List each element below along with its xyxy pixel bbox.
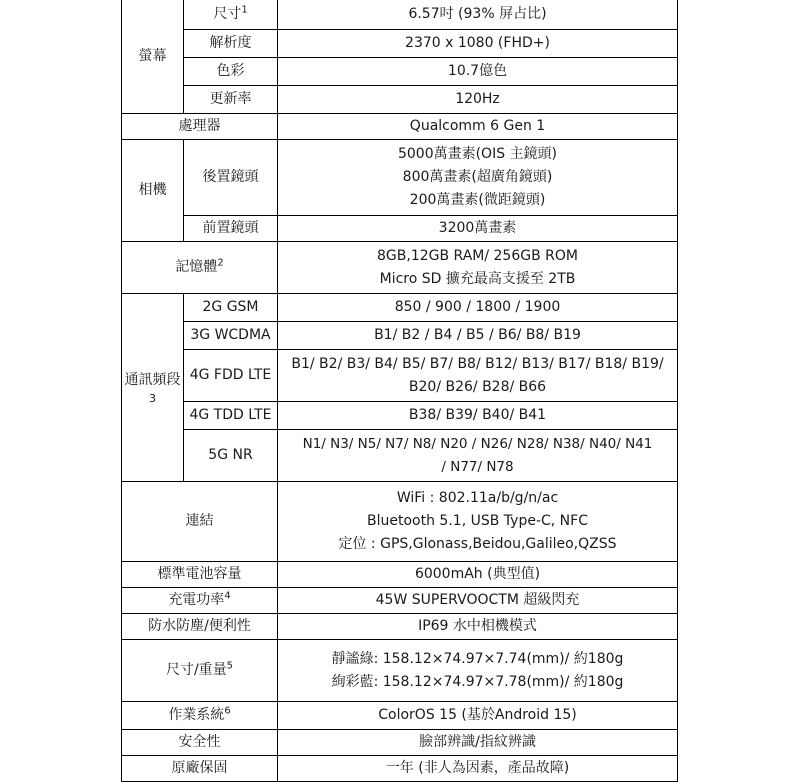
memory-value: 8GB,12GB RAM/ 256GB ROM Micro SD 擴充最高支援至 2TB bbox=[278, 242, 678, 294]
screen-refresh-label: 更新率 bbox=[184, 86, 278, 114]
group-bands: 通訊頻段 3 bbox=[121, 294, 184, 482]
os-label: 作業系統$^6$ bbox=[121, 702, 278, 730]
security-value: 臉部辨識/指紋辨識 bbox=[278, 730, 678, 756]
group-screen bbox=[121, 0, 184, 114]
connect-value: WiFi : 802.11a/b/g/n/ac Bluetooth 5.1, USB Type-C, NFC 定位 : GPS,Glonass,Beidou,Galileo,QZSS bbox=[278, 482, 678, 562]
warranty-value: 一年 (非人為因素，產品故障) bbox=[278, 756, 678, 782]
charge-label: 充電功率$^4$ bbox=[121, 588, 278, 614]
battery-label: 標準電池容量 bbox=[121, 562, 278, 588]
screen-size-value: 6.57吋 (93% 屏占比) bbox=[278, 0, 678, 30]
screen-size-label: 尺寸$^1$ bbox=[184, 0, 278, 30]
charge-value: 45W SUPERVOOCTM 超級閃充 bbox=[278, 588, 678, 614]
spec-table bbox=[121, 0, 678, 782]
water-label: 防水防塵/便利性 bbox=[121, 614, 278, 640]
bands-tdd-value: B38/ B39/ B40/ B41 bbox=[278, 402, 678, 430]
screen-res-value: 2370 x 1080 (FHD+) bbox=[278, 30, 678, 58]
battery-value: 6000mAh (典型值) bbox=[278, 562, 678, 588]
camera-front-label: 前置鏡頭 bbox=[184, 216, 278, 242]
water-value: IP69 水中相機模式 bbox=[278, 614, 678, 640]
warranty-label: 原廠保固 bbox=[121, 756, 278, 782]
processor-label: 處理器 bbox=[121, 114, 278, 140]
processor-value: Qualcomm 6 Gen 1 bbox=[278, 114, 678, 140]
bands-nr-value: N1/ N3/ N5/ N7/ N8/ N20 / N26/ N28/ N38/ N40/ N41 / N77/ N78 bbox=[278, 430, 678, 482]
bands-fdd-value: B1/ B2/ B3/ B4/ B5/ B7/ B8/ B12/ B13/ B17/ B18/ B19/ B20/ B26/ B28/ B66 bbox=[278, 350, 678, 402]
group-screen-label: 螢幕 bbox=[138, 48, 167, 64]
memory-label: 記憶體$^2$ bbox=[121, 242, 278, 294]
screen-res-label: 解析度 bbox=[184, 30, 278, 58]
bands-gsm-value: 850 / 900 / 1800 / 1900 bbox=[278, 294, 678, 322]
os-value: ColorOS 15 (基於Android 15) bbox=[278, 702, 678, 730]
screen-color-value: 10.7億色 bbox=[278, 58, 678, 86]
bands-nr-label: 5G NR bbox=[184, 430, 278, 482]
dims-value: 靜謐綠: 158.12×74.97×7.74(mm)/ 約180g 絢彩藍: 158.12×74.97×7.78(mm)/ 約180g bbox=[278, 640, 678, 702]
connect-label: 連結 bbox=[121, 482, 278, 562]
camera-rear-value: 5000萬畫素(OIS 主鏡頭) 800萬畫素(超廣角鏡頭) 200萬畫素(微距鏡頭) bbox=[278, 140, 678, 216]
group-camera: 相機 bbox=[121, 140, 184, 242]
bands-wcdma-label: 3G WCDMA bbox=[184, 322, 278, 350]
camera-front-value: 3200萬畫素 bbox=[278, 216, 678, 242]
security-label: 安全性 bbox=[121, 730, 278, 756]
bands-wcdma-value: B1/ B2 / B4 / B5 / B6/ B8/ B19 bbox=[278, 322, 678, 350]
dims-label: 尺寸/重量$^5$ bbox=[121, 640, 278, 702]
camera-rear-label: 後置鏡頭 bbox=[184, 140, 278, 216]
screen-color-label: 色彩 bbox=[184, 58, 278, 86]
bands-gsm-label: 2G GSM bbox=[184, 294, 278, 322]
bands-fdd-label: 4G FDD LTE bbox=[184, 350, 278, 402]
bands-tdd-label: 4G TDD LTE bbox=[184, 402, 278, 430]
screen-refresh-value: 120Hz bbox=[278, 86, 678, 114]
